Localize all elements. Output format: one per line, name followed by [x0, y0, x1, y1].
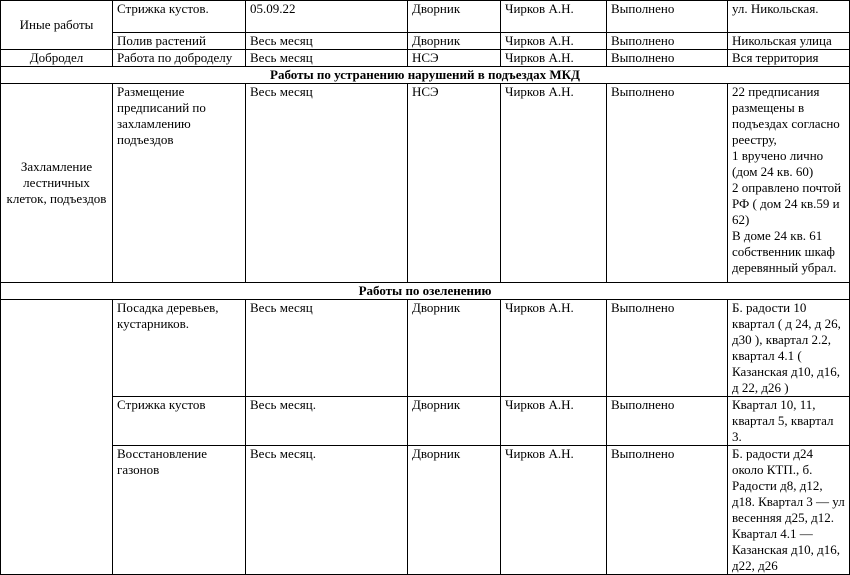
category-cell: Захламление лестничных клеток, подъездов	[1, 84, 113, 283]
note-line: 2 оправлено почтой РФ ( дом 24 кв.59 и 62)	[732, 180, 842, 227]
period-cell: Весь месяц	[246, 50, 408, 67]
responsible-cell: Чирков А.Н.	[501, 300, 607, 397]
period-cell: 05.09.22	[246, 1, 408, 33]
work-cell: Посадка деревьев, кустарников.	[113, 300, 246, 397]
status-cell: Выполнено	[607, 84, 728, 283]
executor-cell: Дворник	[408, 33, 501, 50]
period-cell: Весь месяц.	[246, 446, 408, 575]
work-cell: Стрижка кустов	[113, 397, 246, 446]
period-cell: Весь месяц	[246, 84, 408, 283]
status-cell: Выполнено	[607, 446, 728, 575]
executor-cell: Дворник	[408, 446, 501, 575]
executor-cell: НСЭ	[408, 50, 501, 67]
work-cell: Восстановление газонов	[113, 446, 246, 575]
period-cell: Весь месяц	[246, 300, 408, 397]
category-cell: Иные работы	[1, 1, 113, 50]
table-row	[1, 397, 850, 446]
section-header-row	[1, 283, 850, 300]
status-cell: Выполнено	[607, 397, 728, 446]
status-cell: Выполнено	[607, 50, 728, 67]
work-cell: Стрижка кустов.	[113, 1, 246, 33]
note-cell: Б. радости д24 около КТП., б. Радости д8, д12, д18. Квартал 3 — ул весенняя д25, д12. Квартал 4.1 — Казанская д10, д16, д22, д26	[728, 446, 850, 575]
table-row	[1, 84, 850, 283]
status-cell: Выполнено	[607, 33, 728, 50]
note-line: 22 предписания размещены в подъездах согласно реестру,	[732, 84, 840, 147]
work-cell: Размещение предписаний по захламлению подъездов	[113, 84, 246, 283]
responsible-cell: Чирков А.Н.	[501, 1, 607, 33]
note-cell: Вся территория	[728, 50, 850, 67]
period-cell: Весь месяц.	[246, 397, 408, 446]
responsible-cell: Чирков А.Н.	[501, 33, 607, 50]
table-row	[1, 33, 850, 50]
responsible-cell: Чирков А.Н.	[501, 84, 607, 283]
work-cell: Работа по доброделу	[113, 50, 246, 67]
table-row	[1, 300, 850, 397]
executor-cell: Дворник	[408, 300, 501, 397]
note-cell: Никольская улица	[728, 33, 850, 50]
note-cell: Б. радости 10 квартал ( д 24, д 26, д30 ), квартал 2.2, квартал 4.1 ( Казанская д10, д16, д 22, д26 )	[728, 300, 850, 397]
executor-cell: НСЭ	[408, 84, 501, 283]
responsible-cell: Чирков А.Н.	[501, 50, 607, 67]
section-title: Работы по озеленению	[1, 283, 850, 300]
responsible-cell: Чирков А.Н.	[501, 446, 607, 575]
status-cell: Выполнено	[607, 1, 728, 33]
note-line: 1 вручено лично (дом 24 кв. 60)	[732, 148, 824, 179]
note-cell	[728, 84, 850, 283]
category-cell	[1, 300, 113, 575]
note-cell: ул. Никольская.	[728, 1, 850, 33]
note-line: В доме 24 кв. 61 собственник шкаф деревянный убрал.	[732, 228, 837, 275]
executor-cell: Дворник	[408, 1, 501, 33]
table-row	[1, 50, 850, 67]
note-cell: Квартал 10, 11, квартал 5, квартал 3.	[728, 397, 850, 446]
responsible-cell: Чирков А.Н.	[501, 397, 607, 446]
period-cell: Весь месяц	[246, 33, 408, 50]
section-title: Работы по устранению нарушений в подъездах МКД	[1, 67, 850, 84]
table-row	[1, 446, 850, 575]
section-header-row	[1, 67, 850, 84]
work-cell: Полив растений	[113, 33, 246, 50]
executor-cell: Дворник	[408, 397, 501, 446]
category-cell: Добродел	[1, 50, 113, 67]
status-cell: Выполнено	[607, 300, 728, 397]
table-row	[1, 1, 850, 33]
